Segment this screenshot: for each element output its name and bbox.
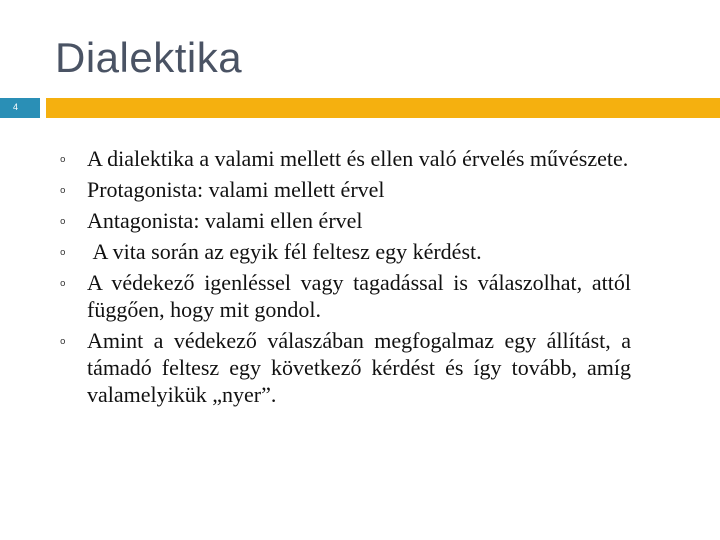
slide-number: 4 — [13, 102, 19, 112]
bullet-circle-icon: o — [60, 337, 66, 347]
bullet-circle-icon: o — [60, 217, 66, 227]
bullet-circle-icon: o — [60, 248, 66, 258]
bullet-item — [0, 327, 720, 412]
bullet-text: A dialektika a valami mellett és ellen való érvelés művészete. — [87, 146, 629, 171]
bullet-circle-icon: o — [60, 279, 66, 289]
bullet-item — [0, 145, 720, 176]
bullet-item — [0, 238, 720, 269]
bullet-text: Antagonista: valami ellen érvel — [87, 208, 363, 233]
bullet-circle-icon: o — [60, 155, 66, 165]
slide-title: Dialektika — [55, 34, 243, 81]
bullet-text: A vita során az egyik fél feltesz egy kérdést. — [87, 239, 482, 264]
bullet-item — [0, 176, 720, 207]
bullet-list — [0, 145, 720, 412]
bullet-item — [0, 207, 720, 238]
bullet-text: Amint a védekező válaszában megfogalmaz egy állítást, a támadó feltesz egy következő kérdést és így tovább, amíg valamelyikük „nyer”. — [87, 328, 631, 407]
slide-number-box — [0, 98, 40, 118]
bullet-text: Protagonista: valami mellett érvel — [87, 177, 385, 202]
bullet-text: A védekező igenléssel vagy tagadással is válaszolhat, attól függően, hogy mit gondol. — [87, 270, 631, 322]
bullet-item — [0, 269, 720, 327]
accent-bar — [46, 98, 720, 118]
bullet-circle-icon: o — [60, 186, 66, 196]
